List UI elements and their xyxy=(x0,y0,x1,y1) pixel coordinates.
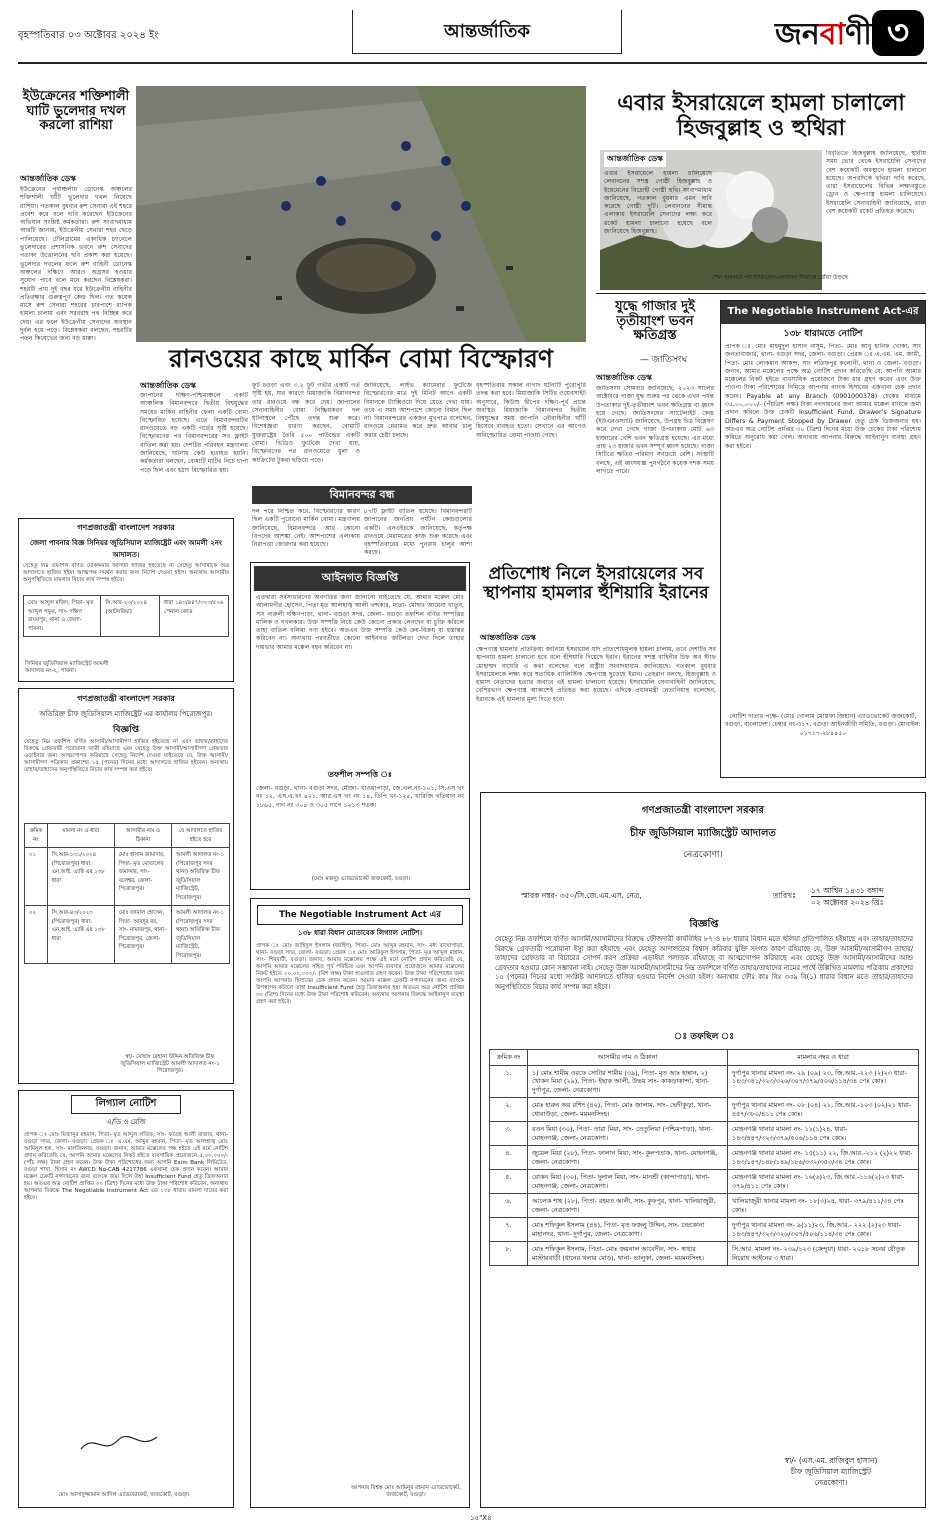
signature-icon xyxy=(79,1431,159,1457)
pirojpur-table xyxy=(24,823,230,964)
col-header: আসামীর নাম ও ঠিকানা xyxy=(114,824,171,848)
pirojpur-subheader: অতিরিক্ত চীফ জুডিসিয়াল ম্যাজিষ্ট্রেট এর কার্যালয় পিরোজপুর। xyxy=(39,710,213,718)
table-row xyxy=(490,1146,919,1170)
legal-notice-left xyxy=(18,1090,234,1508)
table-header-row xyxy=(25,824,230,848)
iran-byline: আন্তর্জাতিক ডেস্ক xyxy=(480,633,536,642)
netrokona-sign-name: স্বা/- (এস.এম. রাজিবুল হাসান) xyxy=(784,1456,878,1465)
ni-act-notice-right xyxy=(720,300,926,778)
ni-act-notice-subtitle: ১৩৮ ধারামতে নোটিশ xyxy=(783,329,863,339)
cell: সি.আর. মামলা নং- ২৩৯/১২৩ (কেন্দুয়া) ধারা- ২০১৮ সনের যৌতুক নিরোধ আইনের ৩ ধারা। xyxy=(728,1242,919,1266)
cell: ৮. xyxy=(490,1242,528,1266)
legal-notice-left-subtitle: এ/ডি ও রেজি xyxy=(106,1118,146,1126)
pabna-accused: মোঃ আব্দুল মজিদ, পিতা- মৃত আব্দুল গফুর, সাং- দক্ষিণ রাঘবপুর, থানা ও জেলা- পাবনা। xyxy=(24,596,101,637)
col-header: মামলা নং ও ধারা xyxy=(47,824,114,848)
table-row xyxy=(490,1242,919,1266)
netrokona-date-label: তারিখঃ xyxy=(773,891,796,900)
table-row xyxy=(490,1065,919,1098)
pirojpur-title: বিজ্ঞপ্তি xyxy=(112,725,140,735)
col-header: ক্রমিক নং xyxy=(490,1050,528,1066)
cell: ২. xyxy=(490,1098,528,1122)
airport-sub-col-1: দল পরে নিশ্চিত করে, বিস্ফোরণের কারণ ছিল একটি পুরোনো মার্কিন বোমা। মন্ত্রণালয় জানিয়েছে, বিমানবন্দরে আর কোনো বিপদের আশঙ্কা নেই। আশপাশের এলাকায় নিরাপত্তা জোরদার করা হয়েছে। xyxy=(252,508,360,549)
netrokona-court-notice xyxy=(480,792,926,1508)
airport-headline: রানওয়ের কাছে মার্কিন বোমা বিস্ফোরণ xyxy=(168,344,554,373)
cell: ৪. xyxy=(490,1146,528,1170)
ukraine-body: ইউক্রেনের পূর্বাঞ্চলীয় ডোনেস্ক অঞ্চলের শক্তিশালী ঘাঁটি ভুলেদার দখল নিয়েছে রাশিয়া। গতকাল বুধবার রুশ সেনারা এই শহরে প্রবেশ করে বলে দাবি করেছেন ইউক্রেনের অভিযান সংশ্লিষ্ট কর্মকর্তারা। রুশ সংবাদমাধ্যম আরটি জানায়, ইউক্রেনীয় সেনারা শহর ছেড়ে পালিয়েছে। টেলিগ্রামের একাধিক চ্যানেলে ভুলেদারের প্রশাসনিক ভবনে রুশ সেনাদের পতাকা উত্তোলনের ছবি প্রকাশ করা হয়েছে। ভুলেদার দখলের ফলে রুশ বাহিনী ডোনেস্ক অঞ্চলের দক্ষিণে আরও অগ্রসর হওয়ার সুযোগ পাবে বলে মনে করছেন বিশ্লেষকরা। শহরটি প্রায় দুই বছর ধরে ইউক্রেনীয় বাহিনীর প্রতিরক্ষার গুরুত্বপূর্ণ কেন্দ্র ছিল। গত কয়েক মাসে রুশ সেনারা শহরের চারপাশে ব্যাপক হামলা চালায় এবং সরবরাহ পথ বিচ্ছিন্ন করে দেয়। এর ফলে ইউক্রেনীয় সেনাদের অবস্থান দুর্বল হয়ে পড়ে। বিশ্লেষকরা বলছেন, শহরটির পতন কিয়েভের জন্য বড় ধাক্কা। xyxy=(20,186,132,343)
gaza-headline: যুদ্ধে গাজার দুই তৃতীয়াংশ ভবন ক্ষতিগ্রস্ত xyxy=(615,299,695,344)
iran-body: ক্ষেপণাস্ত্র হামলার প্রতিক্রিয়া জানিয়ে ইসরায়েল যদি প্রতিশোধমূলক হামলা চালায়, তবে দেশটির সব স্থাপনায় হামলা চালানো হবে বলে হুঁশিয়ারি দিয়েছে ইরান। ইরানের সশস্ত্র বাহিনীর চিফ অব স্টাফ মোহাম্মদ বাঘেরি এ কথা বলেছেন বলে রাষ্ট্রীয় সংবাদমাধ্যম জানিয়েছে। গতকাল বুধবার ইসরায়েলকে লক্ষ্য করে শতাধিক ব্যালিস্টিক ক্ষেপণাস্ত্র ছুড়েছে ইরান। তেহরান বলছে, হিজবুল্লাহ ও হামাস নেতাদের হত্যার জবাবে এই হামলা চালানো হয়েছে। ইসরায়েলি সেনাবাহিনী জানিয়েছে, বেশিরভাগ ক্ষেপণাস্ত্র আকাশেই প্রতিহত করা হয়েছে। এদিকে প্রধানমন্ত্রী নেতানিয়াহু বলেছেন, ইরানকে এই হামলার মূল্য দিতে হবে। xyxy=(476,646,716,703)
legal-notice-left-sign: মোঃ আসাদুজ্জামান আদিল এ্যাডভোকেট, জজকোর্ট, বগুড়া। xyxy=(58,1492,190,1498)
cell: ১. xyxy=(490,1065,528,1098)
ni-act-notice-sign: নোটিশ দাতার পক্ষে- (মোঃ গোলাম মোস্তফা জিহান) এ্যাডভোকেট জজকোর্ট, বগুড়া, বাংলাদেশ। চেম্বার নং-৩১৭, বগুড়া আইনজীবী সমিতি, বগুড়া। মোবাইল: ০১৭১৭-২৮৪৪৫০ xyxy=(725,713,921,737)
cell: মোঃ হাসান জামাদার, পিতা- মৃত মোতালেব জমাদ্দার, সাং- বলেশ্বর, জেলা- পিরোজপুর। xyxy=(114,848,171,906)
legal-notice-middle xyxy=(250,562,470,890)
cell: মোঃ শফিকুল ইসলাম, পিতা- মোঃ জয়নাল আবেদীন, সাং- স্বাধার মাস্টারবাড়ী (ধানের খলার মোড়), থানা- ভালুকা, জেলা- ময়মনসিংহ। xyxy=(528,1242,728,1266)
cell: ৭. xyxy=(490,1218,528,1242)
pabna-header: গণপ্রজাতন্ত্রী বাংলাদেশ সরকার xyxy=(77,523,175,532)
cell: খালিয়াজুরী থানার মামলা নং- ১৮(৩)২৪, ধারা- ৩৭৯/৪১১/৩৪ পেঃ কোঃ। xyxy=(728,1194,919,1218)
netrokona-table-title: ঃ তফছিল ঃ xyxy=(673,1032,735,1042)
netrokona-sign-place: নেত্রকোণা। xyxy=(814,1478,848,1487)
airport-col-3: জানিয়েছে, লাইভ ক্যামেরার ফুটেজে বিস্ফোরণের মাত্র দুই মিনিট আগে একটি বিমানকে ট্যাক্সিওয়ে দিয়ে যেতে দেখা যায়। তবে এ সময় আশপাশে কোনো বিমান ছিল না। বিমানবন্দরের একজন মুখপাত্র বলেছেন, রানওয়ে মেরামত করে দ্রুত আবার চালু করার চেষ্টা চলছে। xyxy=(364,382,472,439)
logo-part-1: জন xyxy=(775,17,820,52)
ni-act-notice-title: The Negotiable Instrument Act-এর xyxy=(721,301,925,324)
page-number: ৩ xyxy=(872,10,924,56)
legal-notice-middle-schedule: জেলা- বগুড়া, থানা- বগুড়া সদর, মৌজা- খাওয়াপাড়া, জে.এল.নং-১০১, সি.এস খং নং ১২, এস.এ.খং ৪২১, আর.এস খং নং ১৪, ডিপি খং-১২৫, খারিজি খতিয়ান নং ১৮৬৫, দাগ নং ৩০৪ ও ৩০৫ দাগে ১২১৩ শতক। xyxy=(256,785,464,809)
bomb-crater-photo xyxy=(136,86,586,342)
cell: ৬. xyxy=(490,1194,528,1218)
cell: মোঃ শফিকুল ইসলাম (৪৪), পিতা- মৃত ফজলু উদ্দিন, সাং- চন্দ্রকোনা মাহানদর, থানা- দুর্গাপুর, জেলা- নেত্রকোণা। xyxy=(528,1218,728,1242)
pabna-table xyxy=(23,595,229,637)
cell: ০২ xyxy=(25,906,48,964)
pirojpur-sign: স্বা/- মোছাঃ রেহানা উদ্দিন অতিরিক্ত চীফ জুডিসিয়াল ম্যাজিস্ট্রেট আমলী আদালত নং-১ পিরোজপুর। xyxy=(120,1054,220,1074)
pabna-sign: সিনিয়র জুডিসিয়াল ম্যাজিস্ট্রেট আমলী আদালত নং-২, পাবনা। xyxy=(25,661,109,674)
cell: মোঃ হারুন অর রশিদ (৪০), পিতা- মোঃ জালাম, সাং- ভেদীকুড়া, থানা- ধোবাউড়া, জেলা- ময়মনসিংহ। xyxy=(528,1098,728,1122)
pabna-case: সি.আর-২৩/২০২৪ (আটঘরিয়া) xyxy=(101,596,160,637)
logo-part-2: বা xyxy=(819,17,846,52)
gaza-source: — জাতিসংঘ xyxy=(640,355,688,365)
pabna-court-notice xyxy=(18,518,234,682)
ukraine-byline: আন্তর্জাতিক ডেস্ক xyxy=(20,174,76,183)
cell: আমলী আদালত নং-১ (পিরোজপুর সদর থানা) অতিরিক্ত চীফ জুডিসিয়াল ম্যাজিস্ট্রেট, পিরোজপুর। xyxy=(172,906,230,964)
ni-act-notice-middle xyxy=(250,898,470,1508)
cell: সি.আর-৪৩/২০২৩ (পিরোজপুর) ধারা: এন.আই. এ্যাক্ট এর ১৩৮ ধারা xyxy=(47,906,114,964)
cell: ১) মোঃ শামীম ওরফে সোটার শামীম (৩৯), পিতা- মৃত আঃ হান্নান, ২) খোকন মিয়া (২৯), পিতা- ইছাক আলী, উভয় সাং- কাকড়াকান্দা, থানা- দুর্গাপুর, জেলা- নেত্রকোণা। xyxy=(528,1065,728,1098)
table-row xyxy=(24,596,229,637)
cell: জুয়েল মিয়া (২৮), পিতা- ফালান মিয়া, সাং- কুলপতাক, থানা- মোহনগঞ্জ, জেলা- নেত্রকোণা। xyxy=(528,1146,728,1170)
netrokona-memo: স্মারক নম্বর- ৩৫০/সি.জে.এম.এস. নেত্র, xyxy=(521,891,642,900)
col-header: আসামীর নাম ও ঠিকানা xyxy=(528,1050,728,1066)
table-row xyxy=(25,906,230,964)
logo-part-3: ণী xyxy=(845,17,872,52)
airport-col-1: জাপানের দক্ষিণ-পশ্চিমাঞ্চলে একটি আঞ্চলিক বিমানবন্দরে দ্বিতীয় বিশ্বযুদ্ধের সময়ের মার্কিন বাহিনীর ফেলা একটি বোমা বিস্ফোরিত হয়েছে। এতে বিমানবন্দরটির রানওয়েতে বড় একটি গর্তের সৃষ্টি হয়েছে। বিস্ফোরণের পর বিমানবন্দরের সব ফ্লাইট বাতিল করা হয়। দেশটির পরিবহন মন্ত্রণালয় জানিয়েছে, ঘটনায় কেউ হতাহত হয়নি। কর্মকর্তারা বলছেন, বোমাটি মাটির নিচে চাপা পড়ে ছিল এবং হঠাৎ বিস্ফোরিত হয়। xyxy=(140,392,248,474)
netrokona-date-en: ০২ অক্টোবর ২০২৪ খ্রিঃ xyxy=(811,898,884,907)
col-header: ক্রমিক নং xyxy=(25,824,48,848)
cell: ৫. xyxy=(490,1170,528,1194)
pabna-body: যেহেতু নিম্ন তফশিল বর্ণিত মোকদ্দমার আসামী হাজির হইতেছে না সেহেতু আসামীকে অত্র আদালতে হাজির হইয়া আত্মপক্ষ সমর্থন করার জন্য নির্দেশ দেওয়া হইল। অন্যথায় আসামীর অনুপস্থিতিতে মামলার বিচার কার্য সম্পন্ন হইবে। xyxy=(23,563,229,583)
ni-act-middle-title: The Negotiable Instrument Act এর xyxy=(257,905,463,925)
ni-act-middle-subtitle: ১৩৮ ধারা বিধান মোতাবেক লিগ্যাল নোটিশ। xyxy=(298,929,422,937)
cell: রতন মিয়া (৩০), পিতা- তারা মিয়া, সাং- তেতুলিয়া (পশ্চিমপাড়া), থানা- মোহনগঞ্জ, জেলা- নেত্রকোণা। xyxy=(528,1122,728,1146)
airport-subheading: বিমানবন্দর বন্ধ xyxy=(252,486,472,504)
netrokona-date xyxy=(811,885,884,908)
legal-notice-left-title: লিগ্যাল নোটিশ xyxy=(71,1095,181,1114)
table-row xyxy=(490,1194,919,1218)
gaza-body: জাতিসংঘ সোমবার জানিয়েছে, ২০২৩ সালের অক্টোবরে গাজা যুদ্ধ শুরুর পর থেকে এখন পর্যন্ত উপত্যকার দুই-তৃতীয়াংশ ভবন ক্ষতিগ্রস্ত বা ধ্বংস হয়ে গেছে। জাতিসংঘের স্যাটেলাইট কেন্দ্র (ইউএনওস্যাট) জানিয়েছে, উপগ্রহ চিত্র বিশ্লেষণ করে দেখা গেছে গাজা উপত্যকায় মোট ৬৩ হাজারের বেশি ভবন ক্ষতিগ্রস্ত হয়েছে। এর মধ্যে প্রায় ২৩ হাজার ভবন সম্পূর্ণ ধ্বংস হয়েছে। গাজা সিটিতে ক্ষতির পরিমাণ সবচেয়ে বেশি। সংস্থাটি বলছে, এই ধ্বংসযজ্ঞ পুনর্গঠনে কয়েক দশক সময় লাগতে পারে। xyxy=(596,385,714,475)
table-row xyxy=(490,1098,919,1122)
pirojpur-header: গণপ্রজাতন্ত্রী বাংলাদেশ সরকার xyxy=(77,694,175,703)
col-header: মামলার নম্বর ও ধারা xyxy=(728,1050,919,1066)
netrokona-header: গণপ্রজাতন্ত্রী বাংলাদেশ সরকার xyxy=(642,805,764,816)
legal-notice-middle-body: এতদ্বারা সর্বসাধারণের অবগতির জন্য জানানো যাইতেছে যে, আমার মক্কেল মোঃ আলামগীর হোসেন, পিতা মৃত আলহাজ্ব আলী খন্দকার, মাতা- মোছাঃ আমেনা খাতুন, সাং নারুলী দক্ষিণপাড়া, থানা- বগুড়া সদর, জেলা- বগুড়া তফশিল বর্ণিত সম্পত্তির মালিক ও দখলকার। উক্ত সম্পত্তি নিয়ে কেউ কোনো প্রকার লেনদেন বা চুক্তি করিলে তাহা বাতিল বলিয়া গণ্য হইবে। অতএব উক্ত সম্পত্তি কেউ ক্রয়-বিক্রয় বা হস্তান্তর করিবেন না। অন্যথায় পরবর্তীতে কোনো আইনগত জটিলতা দেখা দিলে তাহার দায়ভার আমার মক্কেল বহন করিবেন না। xyxy=(256,594,464,651)
header-rule xyxy=(18,62,927,64)
ad-size-label: ১৫"X৪ xyxy=(470,1514,492,1522)
cell: মোহনগঞ্জ থানার মামলা নং- ১১(১)২৪, ধারা- ১৪৩/৪৪৭/৩২৩/৩৭৯/৫০৬/১১৪ পেঃ কোঃ। xyxy=(728,1122,919,1146)
pirojpur-body: যেহেতু নিম্ন তফশিল বর্ণিত আসামী/আসামীগণ হাজির হইতেছে না এবং তাহার/তাহাদের বিরুদ্ধে গ্রেফতারী পরোয়ানা জারী রহিয়াছে এবং যেহেতু উক্ত আসামী/আসামীগণ গ্রেফতার এড়াইবার জন্য আত্মগোপন করিয়াছে সেহেতু নির্দেশ দেওয়া যাইতেছে যে, উক্ত আসামী/আসামীগণ পত্রিকায় প্রকাশের ১৫ (পনের) দিনের মধ্যে আদালতে হাজির হইবেন। অন্যথায় তাহার/তাহাদের অনুপস্থিতিতে বিচার কার্য সম্পন্ন করা হইবে। xyxy=(24,739,228,773)
table-row xyxy=(490,1122,919,1146)
hezbollah-col-1: এবার ইসরায়েলে হামলা চালিয়েছে লেবাননের সশস্ত্র গোষ্ঠী হিজবুল্লাহ ও ইয়েমেনের বিদ্রোহী গোষ্ঠী হুথি। সংবাদমাধ্যম জানিয়েছে, গতকাল বুধবার এমন দাবি করেছে গোষ্ঠী দুটি। লেবাননের সীমান্ত এলাকায় ইসরায়েলি সেনাদের লক্ষ্য করে রকেট হামলা চালানো হয়েছে বলে জানিয়েছে হিজবুল্লাহ। xyxy=(604,170,712,236)
netrokona-date-bn: ১৭ আশ্বিন ১৪৩১ বঙ্গাব্দ xyxy=(811,886,884,895)
netrokona-signature xyxy=(751,1455,911,1488)
iran-headline: প্রতিশোধ নিলে ইসরায়েলের সব স্থাপনায় হামলার হুঁশিয়ারি ইরানের xyxy=(483,564,709,604)
newspaper-logo xyxy=(775,10,872,61)
hezbollah-rule xyxy=(596,293,926,294)
pabna-section: ধারা ১৪৩/৪৪৭/৩২৩/৫০৬ পেনাল কোড xyxy=(159,596,228,637)
legal-notice-middle-schedule-title: তফশীল সম্পত্তি ঃ xyxy=(327,770,393,779)
airport-byline: আন্তর্জাতিক ডেস্ক xyxy=(140,381,196,390)
cell: সি.আর-১৩১/২০২৪ (পিরোজপুর) ধারা: এন.আই. এ্যাক্ট এর ১৩৮ ধারা xyxy=(47,848,114,906)
cell: রোকন মিয়া (৩০), পিতা- দুলাল মিয়া, সাং- মানশ্রী (কান্দাপাড়া), থানা- মোহনগঞ্জ, জেলা- নেত্রকোণা। xyxy=(528,1170,728,1194)
hezbollah-photo-caption: শেল হামলার পর ইসরায়েল-লেবানন সীমান্তে ধোঁয়া উড়ছে xyxy=(712,274,848,281)
table-row xyxy=(490,1218,919,1242)
netrokona-sign-title: চীফ জুডিসিয়াল ম্যাজিস্ট্রেট xyxy=(790,1467,872,1476)
airport-sub-col-2: ৮৭টি ফ্লাইট বাতিল হয়েছে। বিমানবন্দরটি জাপানের জনপ্রিয় পর্যটন কেন্দ্রগুলোর একটি। এনএইচকে জানিয়েছে, কর্তৃপক্ষ রানওয়ে মেরামতের কাজ শুরু করেছে এবং বৃহস্পতিবারের মধ্যে পুনরায় চালুর আশা করছে। xyxy=(364,508,472,557)
ukraine-headline: ইউক্রেনের শক্তিশালী ঘাটি ভুলেদার দখল করলো রাশিয়া xyxy=(22,89,130,134)
ni-act-middle-body: প্রাপক ঃ মোঃ জাহিদুল ইসলাম (জাহিদ), পিতা- মোঃ আব্দুর রহমান, সাং- মধ্য বাঘোপাড়া, থানা- বগুড়া সদর, জেলা- বগুড়া। প্রেরক ঃ মোঃ আরিফুল ইসলাম, পিতা- মৃত আব্দুল মান্নান, সাং- শিববাটী, বগুড়া। জনাব, আমার মক্কেলের পক্ষে এই মর্মে নোটিশ প্রদান করিতেছি যে, আপনি আমার মক্কেলের সহিত পূর্ব পরিচিত এবং আপনি ব্যবসার প্রয়োজনে আমার মক্কেলের নিকট হইতে ২০,০০,০০০/- (বিশ লক্ষ) টাকা হাওলাত গ্রহণ করেন। উক্ত টাকা পরিশোধের জন্য আপনি আপনার হিসাবের চেক প্রদান করেন। আমার মক্কেল চেকটি নগদায়নের জন্য ব্যাংকে উপস্থাপন করিলে তাহা Insufficient Fund হেতু ডিজঅনার হয়। অতএব অত্র নোটিশ প্রাপ্তির ৩০ (ত্রিশ) দিনের মধ্যে উক্ত টাকা পরিশোধ করিবেন। অন্যথায় আপনার বিরুদ্ধে আইনানুগ ব্যবস্থা গ্রহণ করা হইবে। xyxy=(256,943,464,1005)
cell: দুর্গাপুর থানার মামলা নং- ৯(১১)২৩, জি.আর.- ২২২ (২)২৩ ধারা- ১৪৩/৪৪৭/৩২৩/৩২৬/৩০৭/৫০৬/১১৪/৩৪ পেঃ কোঃ। xyxy=(728,1218,919,1242)
netrokona-table xyxy=(489,1049,919,1266)
table-row xyxy=(490,1170,919,1194)
hezbollah-headline: এবার ইসরায়েলে হামলা চালালো হিজবুল্লাহ ও হুথিরা xyxy=(617,91,905,141)
cell: দুর্গাপুর থানার মামলা নং- ২৯ (০৯) ২৩, জি.আর.-২২৩ (২)২৩ ধারা- ১৪৩/৩৪১/৩২৩/৩২৬/৩০৭/৩৭৯/৫০৬/১১৪/৩৪ পেঃ কোঃ। xyxy=(728,1065,919,1098)
cell: দুর্গাপুর থানার মামলা নং- ০৮ (০৪) ২১, জি.আর.-১০৩ (০২)২১ ধারা- ৪৫৭/৩৮০/৪১১ পেঃ কোঃ। xyxy=(728,1098,919,1122)
netrokona-body: যেহেতু নিম্ন তফশিলে বর্ণিত আসামী/আসামীদের বিরুদ্ধে ফৌজদারী কার্যবিধির ৮৭ ও ৮৮ ধারার বিধান মতে হুলিয়া প্রতিপালিত হইয়াছে এবং তাহার/তাহাদের বিরুদ্ধে গ্রেফতারী পরোয়ানা ইস্যু করা হইয়াছে এবং যেহেতু আদালতের বিশ্বাস করিবার যুক্তি সংগত কারণ রহিয়াছে যে, উক্ত আসামী/আসামীগণ তাহার/তাহাদের গ্রেফতার বা বিচারের সোপর্দ করণ প্রক্রিয়া এড়াইয়া পলাতক রহিয়াছে বা আত্মগোপন করিয়াছে এবং যেহেতু উক্ত আসামী/আসামীদের আশু গ্রেফতার হওয়ার কোন সম্ভাবনা নাই। সেহেতু উক্ত আসামী/আসামীদের নিম্ন তফশিলে বর্ণিত তাহার/তাহাদের নামের পার্শ্বে উল্লিখিত মামলায় পত্রিকায় প্রকাশের ১৫ (পনের) দিনের মধ্যে সংশ্লিষ্ট আদালতে হাজির হওয়ার নির্দেশ দেওয়া হইল। অন্যথায় ফৌঃ কাঃ বিঃ ৩৩৯ বি(১) ধারার বিধান মতে তাহার/তাহাদের অনুপস্থিতিতে বিচার কার্য সম্পন্ন করা হইবে। xyxy=(495,935,913,991)
section-title: আন্তর্জাতিক xyxy=(352,10,622,54)
legal-notice-middle-title: আইনগত বিজ্ঞপ্তি xyxy=(254,566,466,591)
gaza-byline: আন্তর্জাতিক ডেস্ক xyxy=(596,373,652,382)
cell: মোহনগঞ্জ থানার মামলা নং- ১৫(১১) ২২, জি.আর.-২১২ (২)২২ ধারা- ১৪৩/১৪৭/১৪৮/১৪৯/১৮৬/৩৩২/৩৫৩/৩৪ পেঃ কোঃ। xyxy=(728,1146,919,1170)
ni-act-notice-body: প্রাপক ঃ মোঃ মাহমুদুল হাসান নাসুম, পিতা- মোঃ আবু হানিফ খোকা, সাং জনতাবাজার, থানা- বগুড়া সদর, জেলা- বগুড়া। প্রেরক ঃ এ.এম. এম. জামী, পিতা- মোঃ লোকমান আকন্দ, সাং লতিফপুর কলোনী, থানা ও জেলা- বগুড়া। জনাব, আমার মক্কেলের পক্ষে অত্র নোটিশ প্রদান করিতেছি যে, আপনি আমার মক্কেলের নিকট হইতে ব্যবসায়িক প্রয়োজনে টাকা ধার গ্রহণ করেন এবং উক্ত পাওনা টাকা পরিশোধের নিমিত্তে আপনার ব্যাংক হিসাবের একখানা চেক প্রদান করেন। Payable at any Branch (0901000378) চেকের মাধ্যমে ৩৫,০০,০০০/- (পঁয়ত্রিশ লক্ষ) টাকা নগদায়নের জন্য আমার মক্কেল ব্যাংকে জমা প্রদান করিলে উক্ত চেকটি Insufficient Fund, Drawer’s Signature Differs & Payment Stopped by Drawer হেতু চেক ডিজঅনার হয়। অতএব অত্র নোটিশ প্রাপ্তির ৩০ (ত্রিশ) দিনের মধ্যে উক্ত চেকের টাকা পরিশোধ করিতে অনুরোধ করা গেল। অন্যথায় আপনার বিরুদ্ধে আইনানুগ ব্যবস্থা গ্রহণ করা হইবে। xyxy=(725,343,921,450)
pabna-subheader: জেলা পাবনার বিজ্ঞ সিনিয়র জুডিসিয়াল ম্যাজিষ্ট্রেট এবং আমলী ২নং আদালত। xyxy=(30,539,222,559)
netrokona-place: নেত্রকোণা। xyxy=(683,850,723,860)
table-header-row xyxy=(490,1050,919,1066)
table-row xyxy=(25,848,230,906)
cell: মোহনগঞ্জ থানার মামলা নং- ১৬(৬)২৩, জি.আর.-১১৬(২)২৩ ধারা- ৩৭৯/৪১১ পেঃ কোঃ। xyxy=(728,1170,919,1194)
hezbollah-byline: আন্তর্জাতিক ডেস্ক xyxy=(604,152,666,167)
cell: আলেক শাহ (২৮), পিতা- রহমত আলী, সাং- কুফপুর, থানা- খালিয়াজুরী, জেলা- নেত্রকোণা। xyxy=(528,1194,728,1218)
cell: ৩. xyxy=(490,1122,528,1146)
pirojpur-court-notice xyxy=(18,688,234,1084)
airport-col-4: বৃহস্পতিবার সকাল নাগাদ ঘটনাটি পুরোপুরি তদন্ত করা হবে। মিয়াজাকি সিটির ওয়েবসাইট অনুসারে, কিউশু দ্বীপের দক্ষিণ-পূর্ব প্রান্তে অবস্থিত মিয়াজাকি বিমানবন্দর দ্বিতীয় বিশ্বযুদ্ধের সময় জাপানি নৌবাহিনীর ঘাঁটি হিসেবে ব্যবহৃত হতো। সেখানে এর আগেও অবিস্ফোরিত বোমা পাওয়া গেছে। xyxy=(476,382,586,439)
issue-date: বৃহস্পতিবার ০৩ অক্টোবর ২০২৪ ইং xyxy=(18,30,159,41)
bomb-crater-illustration xyxy=(136,86,586,342)
cell: আমলী আদালত নং-১ (পিরোজপুর সদর থানা) অতিরিক্ত চীফ জুডিসিয়াল ম্যাজিস্ট্রেট, পিরোজপুর। xyxy=(172,848,230,906)
cell: মোঃ জামাল হোসেন, পিতা- আবদুর রব, সাং- নামাজপুর, থানা- পিরোজপুর, জেলা- পিরোজপুর। xyxy=(114,906,171,964)
netrokona-court: চীফ জুডিসিয়াল ম্যাজিস্ট্রেট আদালত xyxy=(630,828,776,839)
cell: ০১ xyxy=(25,848,48,906)
airport-col-2: ফুট চওড়া এবং ৩.২ ফুট গভীর একটি গর্ত সৃষ্টি হয়, যার কারণে মিয়াজাকি বিমানবন্দর তার রানওয়ে বন্ধ করে দেয়। জাপানের সেনাবাহিনীর বোমা নিষ্ক্রিয়করণ দল ঘটনাস্থলে পৌঁছে তদন্ত শুরু করে। বিশেষজ্ঞরা ধারণা করছেন, বোমাটি যুক্তরাষ্ট্রের তৈরি ৫০০ পাউন্ডের একটি বোমা। ভিডিও ফুটেজে দেখা যায়, বিস্ফোরণের পর রানওয়েতে ধুলা ও কংক্রিটের টুকরা ছড়িয়ে পড়ে। xyxy=(252,382,360,464)
legal-notice-left-body: প্রাপক ঃ মোঃ মিজানুর রহমান, পিতা- মৃত আব্দুল লতিফ, সাং- ফতেহ আলী বাজার, থানা- বগুড়া সদর, জেলা- বগুড়া। প্রেরক ঃ এ.এম. আব্দুর রহমান, পিতা- মৃত আলহাজ্ব মোঃ আমিনুল হক, সাং- মালতিনগর, বগুড়া। জনাব, আমার মক্কেলের পক্ষ হইতে এই মর্মে নোটিশ প্রদান করিতেছি যে, আপনি আমার মক্কেলের নিকট হইতে ব্যবসায়িক প্রয়োজনে ৫,০০,০০০/- (পাঁচ লক্ষ) টাকা গ্রহণ করেন। উক্ত টাকা পরিশোধের জন্য আপনি Exim Bank লিমিটেড, বগুড়া শাখা, হিসাব নং AWCD No-CAB 4217786 একখানা চেক প্রদান করেন। আমার মক্কেল চেকটি নগদায়নের জন্য ব্যাংকে জমা দিলে উহা Insufficient Fund হেতু ডিজঅনার হয়। অতএব অত্র নোটিশ প্রাপ্তির ৩০ (ত্রিশ) দিনের মধ্যে উক্ত টাকা পরিশোধ করিবেন, অন্যথায় আপনার বিরুদ্ধে The Negotiable Instrument Act এর ১৩৮ ধারায় মামলা দায়ের করা হইবে। xyxy=(24,1132,228,1201)
ni-act-middle-sign: আপনার বিশ্বস্ত মোঃ আমিনুর রহমান এ্যাডভোকেট, জজকোর্ট, বগুড়া। xyxy=(351,1485,461,1498)
col-header: যে আদালতে হাজির হইতে হবে xyxy=(172,824,230,848)
hezbollah-col-2: বিবৃতিতে হিজবুল্লাহ জানিয়েছে, স্থানীয় সময় ভোর থেকে ইসরায়েলি সেনাদের বেশ কয়েকটি অবস্থানে হামলা চালানো হয়েছে। অপরদিকে হুথিরা দাবি করেছে, তারা ইসরায়েলের বিভিন্ন লক্ষ্যবস্তুতে ড্রোন ও ক্ষেপণাস্ত্র হামলা চালিয়েছে। ইসরায়েলি সেনাবাহিনী জানিয়েছে, তারা বেশ কয়েকটি রকেট প্রতিহত করেছে। xyxy=(826,150,926,216)
legal-notice-middle-sign: (মোঃ মজনু) এ্যাডভোকেট জজকোর্ট, বগুড়া। xyxy=(311,876,411,882)
netrokona-title: বিজ্ঞপ্তি xyxy=(689,919,719,930)
